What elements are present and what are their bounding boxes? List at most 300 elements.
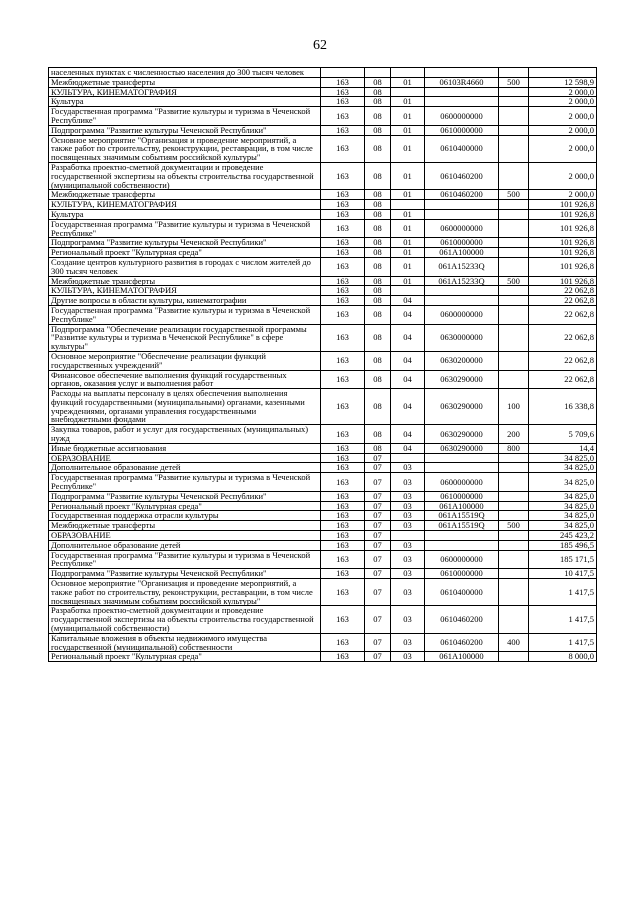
- amount-cell: 2 000,0: [529, 97, 597, 107]
- table-row: [49, 77, 597, 87]
- subsection-code-cell: [391, 453, 425, 463]
- item-name-cell: Межбюджетные трансферты: [49, 190, 321, 200]
- section-code-cell: 08: [365, 238, 391, 248]
- subsection-code-cell: 01: [391, 162, 425, 189]
- ministry-code-cell: 163: [321, 257, 365, 276]
- expense-type-cell: [499, 491, 529, 501]
- amount-cell: 12 598,9: [529, 77, 597, 87]
- item-name-cell: Создание центров культурного развития в городах с числом жителей до 300 тысяч человек: [49, 257, 321, 276]
- target-article-cell: [425, 531, 499, 541]
- table-row: [49, 135, 597, 162]
- ministry-code-cell: 163: [321, 579, 365, 606]
- section-code-cell: 07: [365, 569, 391, 579]
- section-code-cell: 08: [365, 389, 391, 425]
- item-name-cell: Подпрограмма "Развитие культуры Чеченской Республики": [49, 569, 321, 579]
- table-row: [49, 550, 597, 569]
- section-code-cell: 08: [365, 209, 391, 219]
- expense-type-cell: [499, 531, 529, 541]
- target-article-cell: 0600000000: [425, 219, 499, 238]
- target-article-cell: [425, 209, 499, 219]
- table-row: [49, 491, 597, 501]
- ministry-code-cell: 163: [321, 324, 365, 351]
- section-code-cell: 08: [365, 370, 391, 389]
- ministry-code-cell: 163: [321, 97, 365, 107]
- item-name-cell: Иные бюджетные ассигнования: [49, 443, 321, 453]
- amount-cell: 1 417,5: [529, 579, 597, 606]
- section-code-cell: 07: [365, 511, 391, 521]
- ministry-code-cell: 163: [321, 550, 365, 569]
- amount-cell: 2 000,0: [529, 135, 597, 162]
- expense-type-cell: [499, 473, 529, 492]
- target-article-cell: 0600000000: [425, 473, 499, 492]
- item-name-cell: Межбюджетные трансферты: [49, 521, 321, 531]
- section-code-cell: 07: [365, 633, 391, 652]
- subsection-code-cell: 03: [391, 473, 425, 492]
- ministry-code-cell: 163: [321, 125, 365, 135]
- section-code-cell: 08: [365, 190, 391, 200]
- section-code-cell: 08: [365, 248, 391, 258]
- target-article-cell: [425, 97, 499, 107]
- item-name-cell: ОБРАЗОВАНИЕ: [49, 453, 321, 463]
- table-row: [49, 540, 597, 550]
- amount-cell: 22 062,8: [529, 370, 597, 389]
- amount-cell: 14,4: [529, 443, 597, 453]
- expense-type-cell: [499, 501, 529, 511]
- section-code-cell: 07: [365, 606, 391, 633]
- target-article-cell: 061A100000: [425, 652, 499, 662]
- subsection-code-cell: 03: [391, 606, 425, 633]
- ministry-code-cell: 163: [321, 276, 365, 286]
- item-name-cell: Капитальные вложения в объекты недвижимого имущества государственной (муниципальной) собственности: [49, 633, 321, 652]
- expense-type-cell: 500: [499, 77, 529, 87]
- amount-cell: 101 926,8: [529, 257, 597, 276]
- target-article-cell: [425, 200, 499, 210]
- expense-type-cell: [499, 68, 529, 78]
- amount-cell: 2 000,0: [529, 125, 597, 135]
- amount-cell: 1 417,5: [529, 606, 597, 633]
- ministry-code-cell: 163: [321, 473, 365, 492]
- amount-cell: 185 171,5: [529, 550, 597, 569]
- subsection-code-cell: 03: [391, 540, 425, 550]
- ministry-code-cell: 163: [321, 540, 365, 550]
- section-code-cell: 08: [365, 97, 391, 107]
- table-body: [49, 68, 597, 662]
- amount-cell: 5 709,6: [529, 425, 597, 444]
- target-article-cell: 0610400000: [425, 135, 499, 162]
- target-article-cell: 0630000000: [425, 324, 499, 351]
- expense-type-cell: [499, 248, 529, 258]
- subsection-code-cell: 04: [391, 305, 425, 324]
- section-code-cell: 07: [365, 540, 391, 550]
- section-code-cell: 08: [365, 257, 391, 276]
- table-row: [49, 370, 597, 389]
- amount-cell: 10 417,5: [529, 569, 597, 579]
- amount-cell: 101 926,8: [529, 209, 597, 219]
- item-name-cell: Основное мероприятие "Организация и проведение мероприятий, а также работ по строительству, реконструкции, реставрации, в том числе посвященных значимым событиям российской культуры": [49, 135, 321, 162]
- amount-cell: 34 825,0: [529, 501, 597, 511]
- section-code-cell: 07: [365, 473, 391, 492]
- section-code-cell: 07: [365, 579, 391, 606]
- amount-cell: 2 000,0: [529, 190, 597, 200]
- item-name-cell: Государственная программа "Развитие культуры и туризма в Чеченской Республике": [49, 473, 321, 492]
- amount-cell: 1 417,5: [529, 633, 597, 652]
- ministry-code-cell: 163: [321, 77, 365, 87]
- section-code-cell: 08: [365, 425, 391, 444]
- ministry-code-cell: 163: [321, 162, 365, 189]
- item-name-cell: Региональный проект "Культурная среда": [49, 652, 321, 662]
- ministry-code-cell: 163: [321, 501, 365, 511]
- item-name-cell: ОБРАЗОВАНИЕ: [49, 531, 321, 541]
- target-article-cell: [425, 296, 499, 306]
- amount-cell: 22 062,8: [529, 286, 597, 296]
- table-row: [49, 107, 597, 126]
- section-code-cell: 08: [365, 276, 391, 286]
- ministry-code-cell: 163: [321, 200, 365, 210]
- amount-cell: [529, 68, 597, 78]
- amount-cell: 101 926,8: [529, 200, 597, 210]
- subsection-code-cell: 04: [391, 351, 425, 370]
- target-article-cell: 0610000000: [425, 125, 499, 135]
- target-article-cell: 0610460200: [425, 190, 499, 200]
- item-name-cell: Культура: [49, 209, 321, 219]
- section-code-cell: 08: [365, 219, 391, 238]
- expense-type-cell: [499, 87, 529, 97]
- expense-type-cell: [499, 463, 529, 473]
- table-row: [49, 511, 597, 521]
- subsection-code-cell: 03: [391, 491, 425, 501]
- target-article-cell: 0630290000: [425, 370, 499, 389]
- expense-type-cell: [499, 511, 529, 521]
- subsection-code-cell: 03: [391, 633, 425, 652]
- table-row: [49, 248, 597, 258]
- expense-type-cell: [499, 286, 529, 296]
- subsection-code-cell: 03: [391, 463, 425, 473]
- section-code-cell: 07: [365, 652, 391, 662]
- ministry-code-cell: 163: [321, 425, 365, 444]
- ministry-code-cell: 163: [321, 286, 365, 296]
- amount-cell: 34 825,0: [529, 491, 597, 501]
- expense-type-cell: [499, 351, 529, 370]
- expense-type-cell: [499, 238, 529, 248]
- target-article-cell: 0610000000: [425, 569, 499, 579]
- subsection-code-cell: 04: [391, 443, 425, 453]
- expense-type-cell: 200: [499, 425, 529, 444]
- section-code-cell: 08: [365, 135, 391, 162]
- subsection-code-cell: 04: [391, 389, 425, 425]
- subsection-code-cell: 01: [391, 257, 425, 276]
- amount-cell: 101 926,8: [529, 219, 597, 238]
- expense-type-cell: [499, 107, 529, 126]
- table-row: [49, 633, 597, 652]
- target-article-cell: 061A15233Q: [425, 257, 499, 276]
- subsection-code-cell: 04: [391, 324, 425, 351]
- section-code-cell: 08: [365, 125, 391, 135]
- ministry-code-cell: [321, 68, 365, 78]
- section-code-cell: 08: [365, 443, 391, 453]
- table-row: [49, 125, 597, 135]
- subsection-code-cell: 01: [391, 107, 425, 126]
- target-article-cell: 06103R4660: [425, 77, 499, 87]
- expense-type-cell: [499, 569, 529, 579]
- ministry-code-cell: 163: [321, 443, 365, 453]
- subsection-code-cell: 03: [391, 579, 425, 606]
- ministry-code-cell: 163: [321, 606, 365, 633]
- subsection-code-cell: [391, 531, 425, 541]
- item-name-cell: Региональный проект "Культурная среда": [49, 501, 321, 511]
- target-article-cell: 0630290000: [425, 425, 499, 444]
- subsection-code-cell: [391, 200, 425, 210]
- expense-type-cell: [499, 579, 529, 606]
- amount-cell: 22 062,8: [529, 351, 597, 370]
- expense-type-cell: [499, 296, 529, 306]
- target-article-cell: 0610460200: [425, 162, 499, 189]
- expense-type-cell: 500: [499, 190, 529, 200]
- target-article-cell: 0600000000: [425, 550, 499, 569]
- ministry-code-cell: 163: [321, 652, 365, 662]
- table-row: [49, 463, 597, 473]
- target-article-cell: 061A100000: [425, 248, 499, 258]
- expense-type-cell: 400: [499, 633, 529, 652]
- item-name-cell: Разработка проектно-сметной документации и проведение государственной экспертизы на объекты строительства государственной (муниципальной собственности): [49, 606, 321, 633]
- target-article-cell: 0600000000: [425, 107, 499, 126]
- item-name-cell: Культура: [49, 97, 321, 107]
- table-row: [49, 97, 597, 107]
- section-code-cell: 07: [365, 501, 391, 511]
- subsection-code-cell: 04: [391, 296, 425, 306]
- item-name-cell: Государственная программа "Развитие культуры и туризма в Чеченской Республике": [49, 219, 321, 238]
- amount-cell: 34 825,0: [529, 521, 597, 531]
- expense-type-cell: [499, 324, 529, 351]
- subsection-code-cell: 04: [391, 425, 425, 444]
- table-row: [49, 579, 597, 606]
- section-code-cell: 07: [365, 531, 391, 541]
- ministry-code-cell: 163: [321, 463, 365, 473]
- table-row: [49, 521, 597, 531]
- ministry-code-cell: 163: [321, 453, 365, 463]
- ministry-code-cell: 163: [321, 238, 365, 248]
- item-name-cell: Финансовое обеспечение выполнения функций государственных органов, оказания услуг и выполнения работ: [49, 370, 321, 389]
- ministry-code-cell: 163: [321, 521, 365, 531]
- table-row: [49, 425, 597, 444]
- section-code-cell: 08: [365, 77, 391, 87]
- item-name-cell: Региональный проект "Культурная среда": [49, 248, 321, 258]
- table-row: [49, 238, 597, 248]
- amount-cell: 22 062,8: [529, 324, 597, 351]
- item-name-cell: Подпрограмма "Обеспечение реализации государственной программы "Развитие культуры и туризма в Чеченской Республике" в сфере культуры": [49, 324, 321, 351]
- subsection-code-cell: 01: [391, 248, 425, 258]
- item-name-cell: КУЛЬТУРА, КИНЕМАТОГРАФИЯ: [49, 286, 321, 296]
- target-article-cell: 061A15519Q: [425, 511, 499, 521]
- item-name-cell: Закупка товаров, работ и услуг для государственных (муниципальных) нужд: [49, 425, 321, 444]
- subsection-code-cell: 03: [391, 652, 425, 662]
- table-row: [49, 190, 597, 200]
- item-name-cell: Другие вопросы в области культуры, кинематографии: [49, 296, 321, 306]
- item-name-cell: населенных пунктах с численностью населения до 300 тысяч человек: [49, 68, 321, 78]
- table-row: [49, 200, 597, 210]
- subsection-code-cell: 03: [391, 501, 425, 511]
- item-name-cell: Подпрограмма "Развитие культуры Чеченской Республики": [49, 125, 321, 135]
- amount-cell: 22 062,8: [529, 296, 597, 306]
- subsection-code-cell: 01: [391, 276, 425, 286]
- target-article-cell: 061A100000: [425, 501, 499, 511]
- subsection-code-cell: 03: [391, 569, 425, 579]
- ministry-code-cell: 163: [321, 370, 365, 389]
- target-article-cell: [425, 453, 499, 463]
- item-name-cell: Межбюджетные трансферты: [49, 276, 321, 286]
- amount-cell: 101 926,8: [529, 276, 597, 286]
- table-row: [49, 351, 597, 370]
- expense-type-cell: [499, 257, 529, 276]
- ministry-code-cell: 163: [321, 633, 365, 652]
- amount-cell: 2 000,0: [529, 107, 597, 126]
- page-number: 62: [313, 38, 327, 53]
- target-article-cell: 0610000000: [425, 491, 499, 501]
- amount-cell: 22 062,8: [529, 305, 597, 324]
- item-name-cell: Государственная программа "Развитие культуры и туризма в Чеченской Республике": [49, 550, 321, 569]
- section-code-cell: 08: [365, 162, 391, 189]
- item-name-cell: Разработка проектно-сметной документации и проведение государственной экспертизы на объекты строительства государственной (муниципальной собственности): [49, 162, 321, 189]
- item-name-cell: Основное мероприятие "Обеспечение реализации функций государственных учреждений": [49, 351, 321, 370]
- target-article-cell: 0610460200: [425, 633, 499, 652]
- ministry-code-cell: 163: [321, 107, 365, 126]
- expense-type-cell: [499, 135, 529, 162]
- table-row: [49, 209, 597, 219]
- expense-type-cell: [499, 200, 529, 210]
- expense-type-cell: [499, 305, 529, 324]
- item-name-cell: Государственная программа "Развитие культуры и туризма в Чеченской Республике": [49, 305, 321, 324]
- ministry-code-cell: 163: [321, 135, 365, 162]
- item-name-cell: КУЛЬТУРА, КИНЕМАТОГРАФИЯ: [49, 87, 321, 97]
- table-row: [49, 606, 597, 633]
- target-article-cell: [425, 540, 499, 550]
- table-row: [49, 286, 597, 296]
- table-row: [49, 305, 597, 324]
- table-row: [49, 219, 597, 238]
- section-code-cell: 07: [365, 521, 391, 531]
- expense-type-cell: [499, 652, 529, 662]
- amount-cell: 185 496,5: [529, 540, 597, 550]
- expense-type-cell: 800: [499, 443, 529, 453]
- section-code-cell: 07: [365, 463, 391, 473]
- expense-type-cell: [499, 125, 529, 135]
- table-row: [49, 453, 597, 463]
- section-code-cell: 07: [365, 453, 391, 463]
- table-row: [49, 443, 597, 453]
- amount-cell: 245 423,2: [529, 531, 597, 541]
- section-code-cell: 08: [365, 87, 391, 97]
- target-article-cell: 0630200000: [425, 351, 499, 370]
- target-article-cell: [425, 87, 499, 97]
- expense-type-cell: 500: [499, 521, 529, 531]
- table-row: [49, 276, 597, 286]
- target-article-cell: 061A15233Q: [425, 276, 499, 286]
- target-article-cell: 0630290000: [425, 443, 499, 453]
- ministry-code-cell: 163: [321, 389, 365, 425]
- subsection-code-cell: [391, 286, 425, 296]
- expense-type-cell: [499, 97, 529, 107]
- subsection-code-cell: 01: [391, 97, 425, 107]
- ministry-code-cell: 163: [321, 305, 365, 324]
- item-name-cell: КУЛЬТУРА, КИНЕМАТОГРАФИЯ: [49, 200, 321, 210]
- ministry-code-cell: 163: [321, 511, 365, 521]
- subsection-code-cell: 03: [391, 550, 425, 569]
- ministry-code-cell: 163: [321, 209, 365, 219]
- target-article-cell: 061A15519Q: [425, 521, 499, 531]
- table-row: [49, 652, 597, 662]
- item-name-cell: Подпрограмма "Развитие культуры Чеченской Республики": [49, 238, 321, 248]
- ministry-code-cell: 163: [321, 491, 365, 501]
- item-name-cell: Расходы на выплаты персоналу в целях обеспечения выполнения функций государственными (муниципальными) органами, казенными учреждениями, органами управления государственными внебюджетными фондами: [49, 389, 321, 425]
- subsection-code-cell: 03: [391, 511, 425, 521]
- amount-cell: 101 926,8: [529, 248, 597, 258]
- ministry-code-cell: 163: [321, 351, 365, 370]
- table-row: [49, 501, 597, 511]
- ministry-code-cell: 163: [321, 219, 365, 238]
- section-code-cell: 08: [365, 286, 391, 296]
- item-name-cell: Межбюджетные трансферты: [49, 77, 321, 87]
- subsection-code-cell: 01: [391, 209, 425, 219]
- expense-type-cell: [499, 209, 529, 219]
- target-article-cell: 0610460200: [425, 606, 499, 633]
- amount-cell: 8 000,0: [529, 652, 597, 662]
- subsection-code-cell: 01: [391, 125, 425, 135]
- ministry-code-cell: 163: [321, 190, 365, 200]
- target-article-cell: 0630290000: [425, 389, 499, 425]
- item-name-cell: Дополнительное образование детей: [49, 540, 321, 550]
- subsection-code-cell: 01: [391, 190, 425, 200]
- table-row: [49, 296, 597, 306]
- expense-type-cell: 100: [499, 389, 529, 425]
- table-row: [49, 569, 597, 579]
- expense-type-cell: [499, 540, 529, 550]
- ministry-code-cell: 163: [321, 531, 365, 541]
- subsection-code-cell: 01: [391, 135, 425, 162]
- section-code-cell: 08: [365, 107, 391, 126]
- amount-cell: 34 825,0: [529, 453, 597, 463]
- ministry-code-cell: 163: [321, 569, 365, 579]
- amount-cell: 101 926,8: [529, 238, 597, 248]
- subsection-code-cell: 04: [391, 370, 425, 389]
- target-article-cell: 0610400000: [425, 579, 499, 606]
- target-article-cell: 0610000000: [425, 238, 499, 248]
- expense-type-cell: [499, 219, 529, 238]
- ministry-code-cell: 163: [321, 296, 365, 306]
- table-row: [49, 87, 597, 97]
- amount-cell: 34 825,0: [529, 511, 597, 521]
- item-name-cell: Дополнительное образование детей: [49, 463, 321, 473]
- target-article-cell: 0600000000: [425, 305, 499, 324]
- amount-cell: 34 825,0: [529, 473, 597, 492]
- target-article-cell: [425, 68, 499, 78]
- expense-type-cell: [499, 162, 529, 189]
- section-code-cell: 08: [365, 324, 391, 351]
- subsection-code-cell: [391, 68, 425, 78]
- subsection-code-cell: 01: [391, 219, 425, 238]
- subsection-code-cell: [391, 87, 425, 97]
- amount-cell: 16 338,8: [529, 389, 597, 425]
- table-row: [49, 324, 597, 351]
- table-row: [49, 68, 597, 78]
- expense-type-cell: [499, 606, 529, 633]
- section-code-cell: 08: [365, 351, 391, 370]
- item-name-cell: Государственная поддержка отрасли культуры: [49, 511, 321, 521]
- section-code-cell: 08: [365, 305, 391, 324]
- expense-type-cell: [499, 370, 529, 389]
- item-name-cell: Подпрограмма "Развитие культуры Чеченской Республики": [49, 491, 321, 501]
- section-code-cell: 08: [365, 200, 391, 210]
- amount-cell: 34 825,0: [529, 463, 597, 473]
- item-name-cell: Государственная программа "Развитие культуры и туризма в Чеченской Республике": [49, 107, 321, 126]
